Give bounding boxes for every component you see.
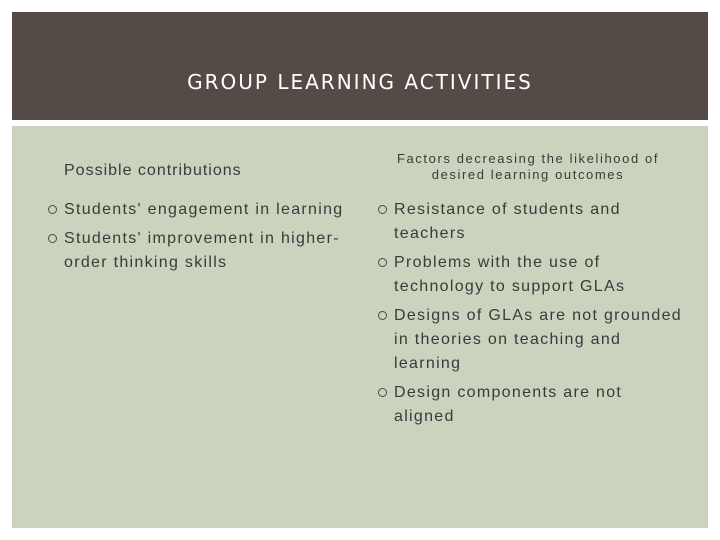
- title-band: [12, 12, 708, 120]
- right-bullet-list: [378, 198, 688, 434]
- hollow-circle-bullet-icon: [378, 258, 387, 267]
- list-item-text: Resistance of students and teachers: [394, 201, 621, 242]
- list-item: [378, 251, 688, 299]
- hollow-circle-bullet-icon: [48, 234, 57, 243]
- list-item-text: Designs of GLAs are not grounded in theories on teaching and learning: [394, 307, 682, 372]
- list-item: [48, 227, 348, 275]
- list-item-text: Problems with the use of technology to support GLAs: [394, 254, 626, 295]
- content-panel: [12, 126, 708, 528]
- list-item: [378, 304, 688, 376]
- left-bullet-list: [48, 198, 348, 280]
- hollow-circle-bullet-icon: [48, 205, 57, 214]
- list-item-text: Students' engagement in learning: [64, 201, 344, 218]
- list-item-text: Design components are not aligned: [394, 384, 623, 425]
- list-item-text: Students' improvement in higher-order thinking skills: [64, 230, 340, 271]
- right-column-heading: Factors decreasing the likelihood of desired learning outcomes: [396, 151, 660, 182]
- hollow-circle-bullet-icon: [378, 205, 387, 214]
- list-item: [48, 198, 348, 222]
- list-item: [378, 198, 688, 246]
- slide-title: GROUP LEARNING ACTIVITIES: [187, 70, 533, 94]
- hollow-circle-bullet-icon: [378, 388, 387, 397]
- list-item: [378, 381, 688, 429]
- left-column-heading: Possible contributions: [64, 162, 242, 179]
- hollow-circle-bullet-icon: [378, 311, 387, 320]
